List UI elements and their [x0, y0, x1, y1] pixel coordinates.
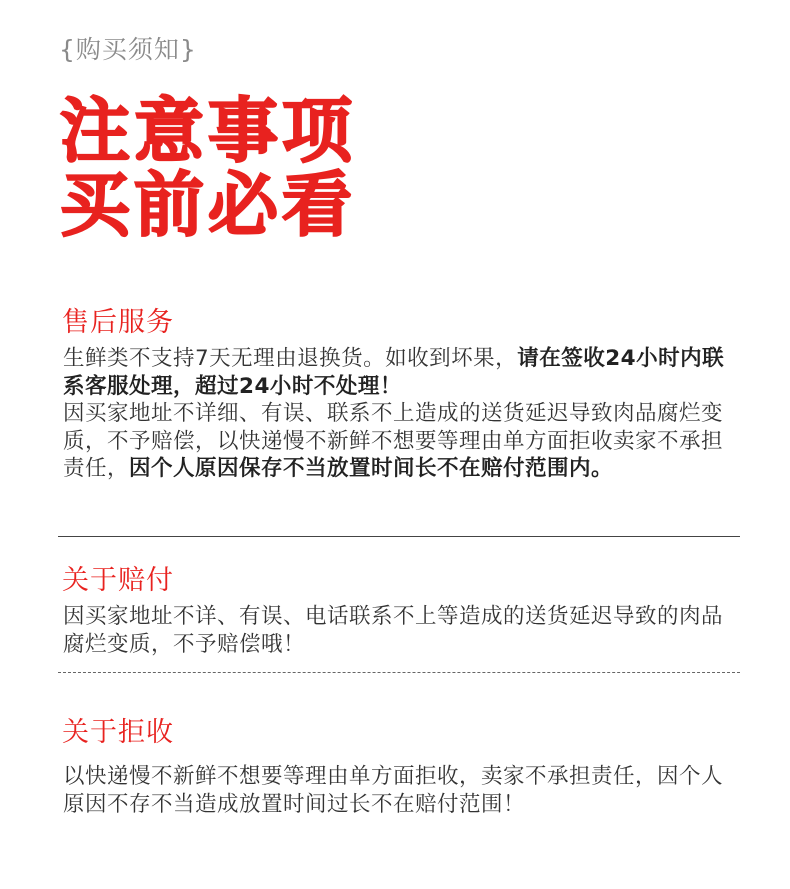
section-divider-solid: [58, 536, 740, 537]
section-title-compensation: 关于赔付: [62, 565, 174, 596]
section-title-rejection: 关于拒收: [62, 717, 174, 748]
section-body-compensation: 因买家地址不详、有误、电话联系不上等造成的送货延迟导致的肉品腐烂变质，不予赔偿哦！: [63, 604, 724, 657]
headline-line-1: 注意事项: [60, 90, 356, 172]
after-sales-text-2: 因买家地址不详细、有误、联系不上造成的送货延迟导致肉品腐烂变质，不予赔偿，以快递慢不新鲜不想要等理由单方面拒收卖家不承担责任，: [63, 401, 724, 481]
purchase-notice-label: {购买须知}: [59, 35, 197, 64]
after-sales-bold-1: 请在签收24小时内联系客服处理，超过24小时不处理！: [63, 346, 725, 399]
headline-line-2: 买前必看: [60, 164, 356, 246]
section-divider-dashed: [58, 672, 740, 673]
section-title-after-sales: 售后服务: [62, 307, 174, 338]
section-body-rejection: 以快递慢不新鲜不想要等理由单方面拒收，卖家不承担责任，因个人原因不存不当造成放置时间过长不在赔付范围！: [63, 764, 724, 817]
after-sales-bold-2: 因个人原因保存不当放置时间长不在赔付范围内。: [129, 456, 614, 481]
after-sales-text-1: 生鲜类不支持7天无理由退换货。如收到坏果，: [63, 346, 518, 371]
section-body-after-sales: [63, 345, 733, 483]
